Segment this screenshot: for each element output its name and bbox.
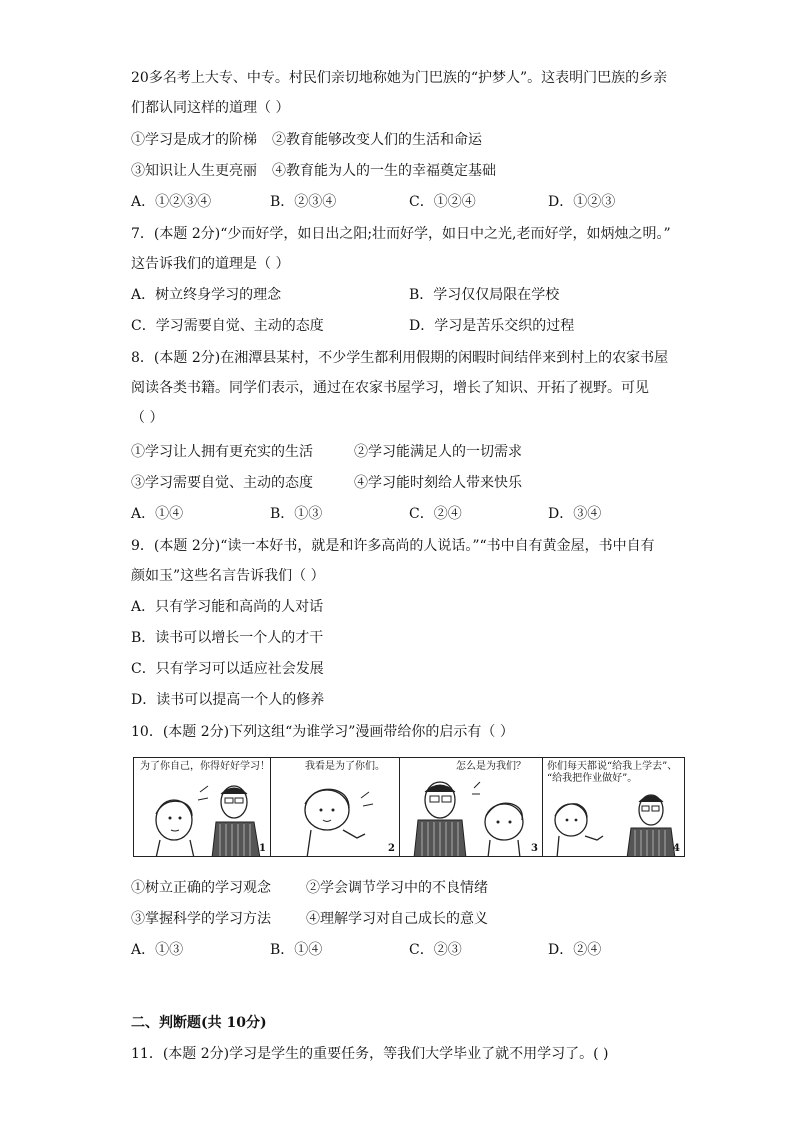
q6-option-b[interactable]: B．②③④ <box>270 194 337 210</box>
q10-option-c[interactable]: C．②③ <box>409 942 462 958</box>
q6-statement-2: ②教育能够改变人们的生活和命运 <box>272 132 482 148</box>
q7-text-line1: 7．(本题 2分)“少而好学，如日出之阳;壮而好学，如日中之光,老而好学，如炳烛之明。” <box>131 226 671 242</box>
q9-option-a[interactable]: A．只有学习能和高尚的人对话 <box>131 599 324 615</box>
comic-panel-3-number: 3 <box>531 843 538 854</box>
q8-statement-2: ②学习能满足人的一切需求 <box>354 444 522 460</box>
comic-panel-1-speech: 为了你自己，你得好好学习！ <box>140 761 270 772</box>
q6-option-d[interactable]: D．①②③ <box>548 194 616 210</box>
q10-text-line1: 10．(本题 2分)下列这组“为谁学习”漫画带给你的启示有（ ） <box>131 724 514 740</box>
q6-statement-3: ③知识让人生更亮丽 <box>131 163 257 179</box>
q10-statement-1: ①树立正确的学习观念 <box>131 880 271 896</box>
comic-panel-1 <box>133 757 271 857</box>
comic-panel-4 <box>542 757 685 857</box>
section-heading: 二、判断题(共 10分) <box>131 1015 267 1031</box>
q10-option-d[interactable]: D．②④ <box>548 942 602 958</box>
comic-panel-3-speech: 怎么是为我们？ <box>456 761 526 772</box>
q8-text-line2: 阅读各类书籍。同学们表示，通过在农家书屋学习，增长了知识、开拓了视野。可见 <box>131 380 649 396</box>
comic-panel-2 <box>270 757 400 857</box>
q8-statement-4: ④学习能时刻给人带来快乐 <box>354 475 522 491</box>
q6-text-line1: 20多名考上大专、中专。村民们亲切地称她为门巴族的“护梦人”。这表明门巴族的乡亲 <box>131 70 668 86</box>
q8-option-a[interactable]: A．①④ <box>131 506 184 522</box>
q8-option-c[interactable]: C．②④ <box>409 506 462 522</box>
comic-panel-2-number: 2 <box>388 843 395 854</box>
comic-panel-4-drawing <box>543 758 685 857</box>
comic-panel-2-speech: 我看是为了你们。 <box>305 761 385 772</box>
q11-text: 11．(本题 2分)学习是学生的重要任务，等我们大学毕业了就不用学习了。( ) <box>131 1046 609 1062</box>
comic-panel-2-drawing <box>271 758 400 857</box>
q9-text-line1: 9．(本题 2分)“读一本好书，就是和许多高尚的人说话。”“书中自有黄金屋，书中自有 <box>131 538 655 554</box>
q9-text-line2: 颜如玉”这些名言告诉我们（ ） <box>131 568 325 584</box>
q6-text-line2: 们都认同这样的道理（ ） <box>131 100 290 116</box>
comic-panel-1-number: 1 <box>259 843 266 854</box>
q8-statement-3: ③学习需要自觉、主动的态度 <box>131 475 313 491</box>
comic-panel-3-drawing <box>400 758 543 857</box>
q8-text-line1: 8．(本题 2分)在湘潭县某村，不少学生都利用假期的闲暇时间结伴来到村上的农家书屋 <box>131 350 669 366</box>
q8-option-d[interactable]: D．③④ <box>548 506 602 522</box>
comic-panel-4-speech-line1: 你们每天都说“给我上学去”、 <box>547 761 678 772</box>
q10-statement-3: ③掌握科学的学习方法 <box>131 911 271 927</box>
q7-option-c[interactable]: C．学习需要自觉、主动的态度 <box>131 318 324 334</box>
q6-statement-4: ④教育能为人的一生的幸福奠定基础 <box>272 163 496 179</box>
q10-statement-2: ②学会调节学习中的不良情绪 <box>306 880 488 896</box>
q10-statement-4: ④理解学习对自己成长的意义 <box>306 911 488 927</box>
q10-option-a[interactable]: A．①③ <box>131 942 184 958</box>
q8-statement-1: ①学习让人拥有更充实的生活 <box>131 444 313 460</box>
q8-option-b[interactable]: B．①③ <box>270 506 323 522</box>
q10-option-b[interactable]: B．①④ <box>270 942 323 958</box>
comic-panel-3 <box>399 757 543 857</box>
comic-panel-1-drawing <box>134 758 271 857</box>
q7-option-a[interactable]: A．树立终身学习的理念 <box>131 287 282 303</box>
q7-option-d[interactable]: D．学习是苦乐交织的过程 <box>409 318 575 334</box>
q6-option-c[interactable]: C．①②④ <box>409 194 476 210</box>
comic-panel-4-speech-line2: “给我把作业做好”。 <box>547 773 638 784</box>
q6-option-a[interactable]: A．①②③④ <box>131 194 212 210</box>
q9-option-d[interactable]: D．读书可以提高一个人的修养 <box>131 692 325 708</box>
q9-option-c[interactable]: C．只有学习可以适应社会发展 <box>131 661 324 677</box>
comic-panel-4-number: 4 <box>673 843 680 854</box>
q7-text-line2: 这告诉我们的道理是（ ） <box>131 256 290 272</box>
q8-text-line3: （ ） <box>131 410 164 426</box>
comic-strip <box>133 757 685 859</box>
q9-option-b[interactable]: B．读书可以增长一个人的才干 <box>131 630 324 646</box>
q6-statement-1: ①学习是成才的阶梯 <box>131 132 257 148</box>
q7-option-b[interactable]: B．学习仅仅局限在学校 <box>409 287 560 303</box>
